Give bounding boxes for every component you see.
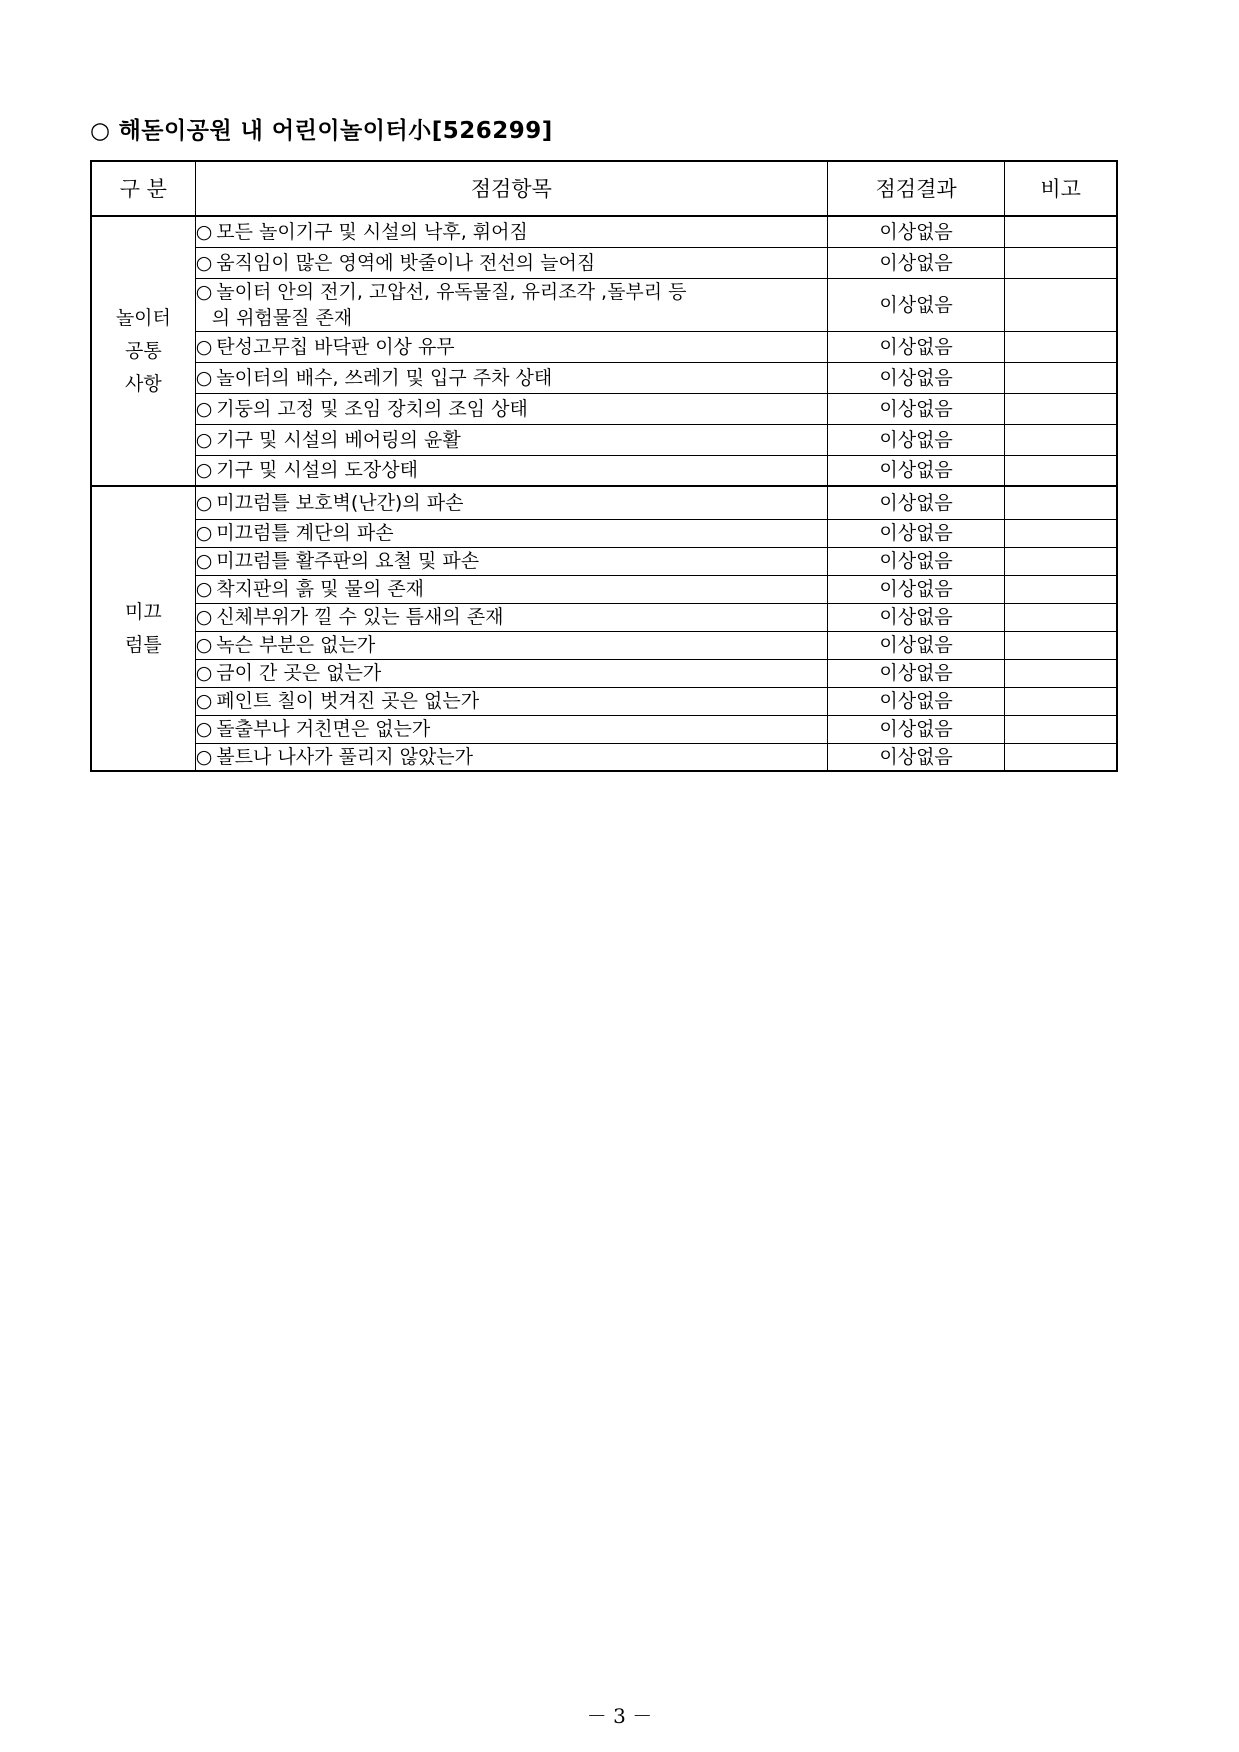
note-cell [1005,393,1117,424]
category-cell [91,486,195,771]
table-body [91,216,1117,771]
inspection-item [195,547,827,575]
note-cell [1005,547,1117,575]
note-cell [1005,331,1117,362]
bullet-icon: ○ [195,578,213,600]
note-cell [1005,362,1117,393]
inspection-result: 이상없음 [827,687,1004,715]
inspection-result: 이상없음 [827,659,1004,687]
item-text: 녹슨 부분은 없는가 [216,634,376,656]
bullet-icon: ○ [195,690,213,712]
inspection-item [195,715,827,743]
title-text: 해돋이공원 내 어린이놀이터小[526299] [118,118,553,144]
document-title [90,112,553,145]
category-label: 사항 [124,372,162,395]
table-row [91,216,1117,247]
header-note: 비고 [1005,161,1117,216]
note-cell [1005,603,1117,631]
bullet-icon: ○ [195,251,213,274]
inspection-result: 이상없음 [827,424,1004,455]
category-label: 공통 [124,339,162,362]
inspection-result: 이상없음 [827,278,1004,331]
header-category: 구 분 [91,161,195,216]
inspection-result: 이상없음 [827,331,1004,362]
page-number: － 3 － [586,1704,653,1728]
inspection-item [195,216,827,247]
note-cell [1005,687,1117,715]
inspection-item [195,455,827,486]
inspection-result: 이상없음 [827,519,1004,547]
inspection-item [195,603,827,631]
inspection-item [195,659,827,687]
note-cell [1005,486,1117,519]
bullet-icon: ○ [195,335,213,358]
inspection-item [195,362,827,393]
inspection-result: 이상없음 [827,575,1004,603]
inspection-result: 이상없음 [827,455,1004,486]
item-text: 돌출부나 거친면은 없는가 [216,718,431,740]
item-text: 볼트나 나사가 풀리지 않았는가 [216,745,474,768]
item-text-continued: 의 위험물질 존재 [211,306,353,329]
table-row [91,486,1117,519]
category-cell [91,216,195,486]
item-text: 금이 간 곳은 없는가 [216,662,382,684]
note-cell [1005,278,1117,331]
table-row [91,331,1117,362]
inspection-result: 이상없음 [827,362,1004,393]
header-item: 점검항목 [195,161,827,216]
table-row [91,743,1117,771]
header-row [91,161,1117,216]
bullet-icon: ○ [195,522,213,544]
bullet-icon: ○ [195,280,213,303]
bullet-icon: ○ [195,397,213,420]
inspection-item [195,331,827,362]
item-text: 페인트 칠이 벗겨진 곳은 없는가 [216,690,480,712]
inspection-item [195,486,827,519]
table-row [91,715,1117,743]
inspection-result: 이상없음 [827,247,1004,278]
inspection-result: 이상없음 [827,715,1004,743]
table-row [91,362,1117,393]
inspection-result: 이상없음 [827,393,1004,424]
inspection-result: 이상없음 [827,631,1004,659]
item-text: 모든 놀이기구 및 시설의 낙후, 휘어짐 [216,220,528,243]
table-row [91,631,1117,659]
inspection-result: 이상없음 [827,216,1004,247]
item-text: 탄성고무칩 바닥판 이상 유무 [216,335,455,358]
table-row [91,687,1117,715]
bullet-icon: ○ [195,550,213,572]
table-row [91,278,1117,331]
inspection-item [195,393,827,424]
bullet-icon: ○ [195,718,213,740]
item-text: 기구 및 시설의 베어링의 윤활 [216,428,461,451]
table-row [91,575,1117,603]
inspection-item [195,575,827,603]
inspection-item [195,631,827,659]
item-text: 움직임이 많은 영역에 밧줄이나 전선의 늘어짐 [216,251,596,274]
note-cell [1005,575,1117,603]
item-text: 미끄럼틀 계단의 파손 [216,522,394,544]
bullet-icon: ○ [195,491,213,514]
item-text: 신체부위가 낄 수 있는 틈새의 존재 [216,606,504,628]
item-text: 놀이터의 배수, 쓰레기 및 입구 주차 상태 [216,366,553,389]
inspection-table [90,160,1118,772]
table-row [91,247,1117,278]
bullet-icon: ○ [195,606,213,628]
circle-marker-icon: ○ [90,118,111,144]
bullet-icon: ○ [195,220,213,243]
note-cell [1005,424,1117,455]
inspection-item [195,247,827,278]
bullet-icon: ○ [195,745,213,768]
inspection-item [195,519,827,547]
table-row [91,519,1117,547]
category-label: 놀이터 [115,306,171,329]
note-cell [1005,743,1117,771]
inspection-item [195,743,827,771]
inspection-item [195,278,827,331]
inspection-result: 이상없음 [827,603,1004,631]
note-cell [1005,455,1117,486]
category-label: 미끄 [124,600,162,623]
inspection-item [195,687,827,715]
header-result: 점검결과 [827,161,1004,216]
bullet-icon: ○ [195,459,213,482]
note-cell [1005,216,1117,247]
bullet-icon: ○ [195,662,213,684]
table-row [91,455,1117,486]
bullet-icon: ○ [195,634,213,656]
table-row [91,659,1117,687]
table-row [91,424,1117,455]
table-row [91,393,1117,424]
item-text: 기구 및 시설의 도장상태 [216,459,418,482]
inspection-item [195,424,827,455]
table-row [91,603,1117,631]
note-cell [1005,519,1117,547]
bullet-icon: ○ [195,428,213,451]
note-cell [1005,631,1117,659]
item-text: 미끄럼틀 보호벽(난간)의 파손 [216,491,464,514]
table-row [91,547,1117,575]
note-cell [1005,715,1117,743]
note-cell [1005,247,1117,278]
category-label: 럼틀 [124,633,162,656]
item-text: 기둥의 고정 및 조임 장치의 조임 상태 [216,397,528,420]
inspection-result: 이상없음 [827,486,1004,519]
item-text: 놀이터 안의 전기, 고압선, 유독물질, 유리조각 ,돌부리 등 [216,280,687,303]
note-cell [1005,659,1117,687]
bullet-icon: ○ [195,366,213,389]
item-text: 미끄럼틀 활주판의 요철 및 파손 [216,550,480,572]
inspection-result: 이상없음 [827,743,1004,771]
inspection-result: 이상없음 [827,547,1004,575]
item-text: 착지판의 흙 및 물의 존재 [216,578,424,600]
